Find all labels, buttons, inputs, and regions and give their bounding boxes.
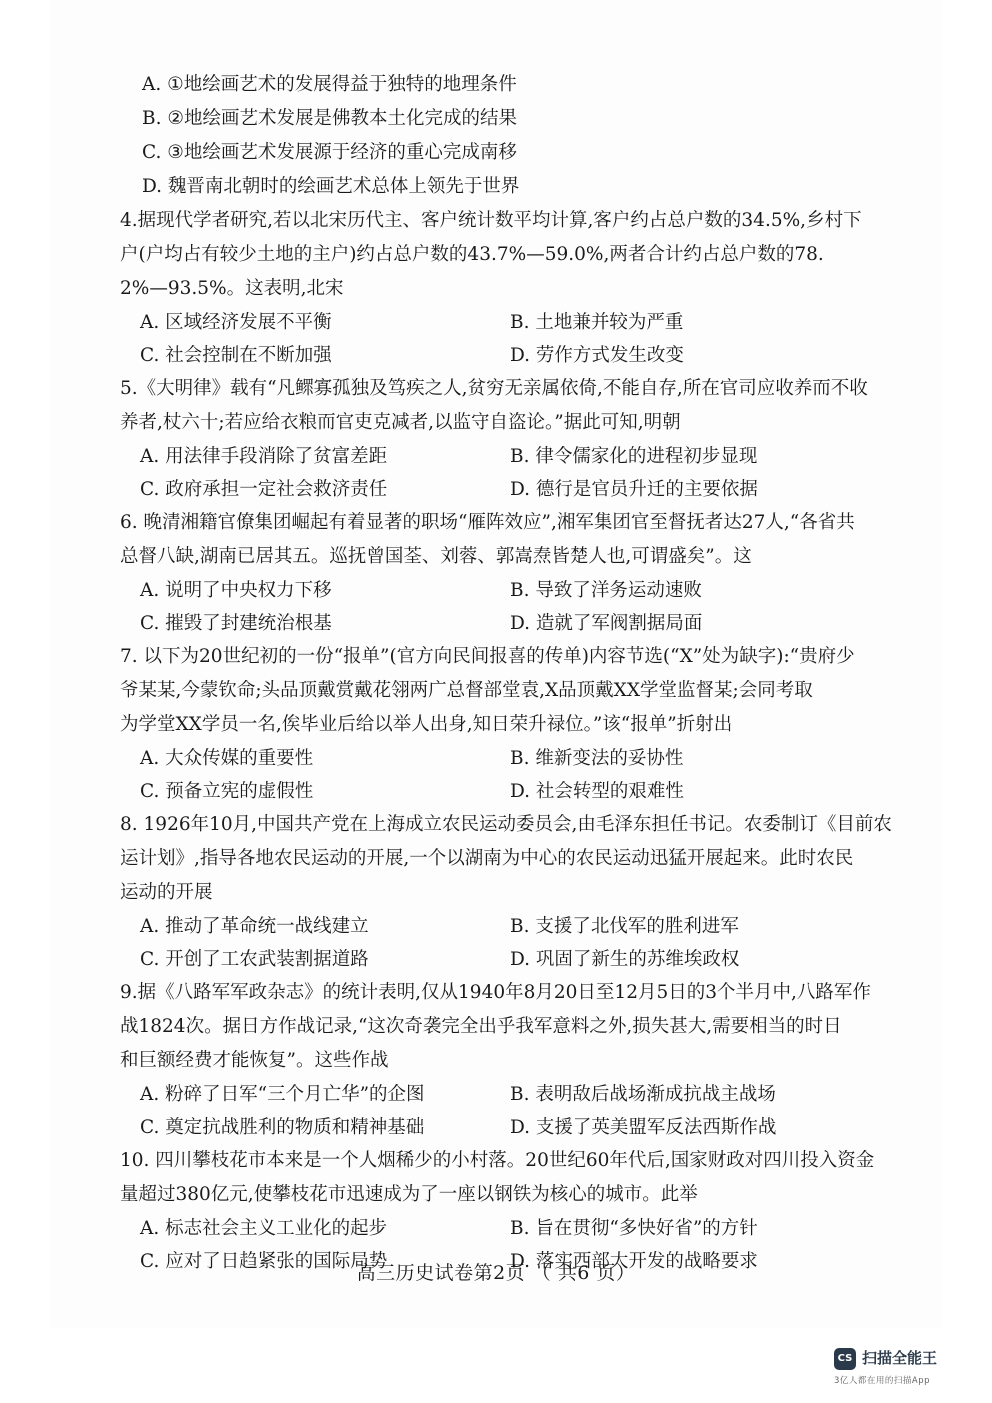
question-7: [120, 640, 910, 808]
option-d: D. 巩固了新生的苏维埃政权: [510, 949, 740, 970]
question-stem: 6. 晚清湘籍官僚集团崛起有着显著的职场“雁阵效应”,湘军集团官至督抚者达27人,“各省共: [120, 512, 855, 533]
camscanner-logo-icon: CS: [834, 1348, 856, 1370]
question-8: [120, 808, 910, 976]
option-b: B. 律令儒家化的进程初步显现: [510, 446, 758, 467]
option-d: D. 德行是官员升迁的主要依据: [510, 479, 758, 500]
question-6: [120, 506, 910, 640]
option-c: C. 开创了工农武装割据道路: [140, 949, 369, 970]
option-a: A. 标志社会主义工业化的起步: [140, 1218, 388, 1239]
option-b: B. 土地兼并较为严重: [510, 312, 684, 333]
option-c: C. 社会控制在不断加强: [140, 345, 332, 366]
question-3-options: [140, 68, 910, 204]
question-4: [120, 204, 910, 372]
question-stem: 为学堂XX学员一名,俟毕业后给以举人出身,知日荣升禄位。”该“报单”折射出: [120, 714, 733, 735]
option-c: C. ③地绘画艺术发展源于经济的重心完成南移: [142, 142, 517, 163]
option-a: A. 大众传媒的重要性: [140, 748, 314, 769]
question-stem: 8. 1926年10月,中国共产党在上海成立农民运动委员会,由毛泽东担任书记。农委制订《目前农: [120, 814, 892, 835]
option-d: D. 支援了英美盟军反法西斯作战: [510, 1117, 777, 1138]
option-b: B. 表明敌后战场渐成抗战主战场: [510, 1084, 776, 1105]
scanner-watermark: [834, 1346, 974, 1386]
question-9: [120, 976, 910, 1144]
option-b: B. 维新变法的妥协性: [510, 748, 684, 769]
option-b: B. 旨在贯彻“多快好省”的方针: [510, 1218, 758, 1239]
option-c: C. 摧毁了封建统治根基: [140, 613, 332, 634]
option-c: C. 应对了日趋紧张的国际局势: [140, 1251, 388, 1272]
option-c: C. 政府承担一定社会救济责任: [140, 479, 388, 500]
question-stem: 运计划》,指导各地农民运动的开展,一个以湖南为中心的农民运动迅猛开展起来。此时农民: [120, 848, 854, 869]
question-stem: 户(户均占有较少土地的主户)约占总户数的43.7%—59.0%,两者合计约占总户数的78.: [120, 244, 824, 265]
question-stem: 运动的开展: [120, 882, 213, 903]
watermark-title: 扫描全能王: [862, 1349, 938, 1367]
page-footer: 高三历史试卷第2页 （ 共6 页）: [356, 1262, 636, 1284]
question-stem: 9.据《八路军军政杂志》的统计表明,仅从1940年8月20日至12月5日的3个半月中,八路军作: [120, 982, 871, 1003]
option-b: B. 支援了北伐军的胜利进军: [510, 916, 739, 937]
option-a: A. 粉碎了日军“三个月亡华”的企图: [140, 1084, 425, 1105]
option-a: A. 说明了中央权力下移: [140, 580, 332, 601]
question-stem: 10. 四川攀枝花市本来是一个人烟稀少的小村落。20世纪60年代后,国家财政对四川投入资金: [120, 1150, 875, 1171]
option-a: A. 区域经济发展不平衡: [140, 312, 332, 333]
question-stem: 养者,杖六十;若应给衣粮而官吏克减者,以监守自盗论。”据此可知,明朝: [120, 412, 681, 433]
option-c: C. 奠定抗战胜利的物质和精神基础: [140, 1117, 425, 1138]
option-d: D. 劳作方式发生改变: [510, 345, 684, 366]
question-stem: 2%—93.5%。这表明,北宋: [120, 278, 344, 299]
exam-content: [120, 68, 910, 1278]
option-b: B. 导致了洋务运动速败: [510, 580, 702, 601]
question-stem: 和巨额经费才能恢复”。这些作战: [120, 1050, 389, 1071]
option-a: A. 用法律手段消除了贫富差距: [140, 446, 388, 467]
question-stem: 4.据现代学者研究,若以北宋历代主、客户统计数平均计算,客户约占总户数的34.5%,乡村下: [120, 210, 862, 231]
question-stem: 7. 以下为20世纪初的一份“报单”(官方向民间报喜的传单)内容节选(“X”处为缺字):“贵府少: [120, 646, 855, 667]
question-stem: 战1824次。据日方作战记录,“这次奇袭完全出乎我军意料之外,损失甚大,需要相当的时日: [120, 1016, 842, 1037]
option-d: D. 魏晋南北朝时的绘画艺术总体上领先于世界: [142, 176, 520, 197]
question-stem: 量超过380亿元,使攀枝花市迅速成为了一座以钢铁为核心的城市。此举: [120, 1184, 698, 1205]
question-5: [120, 372, 910, 506]
option-d: D. 落实西部大开发的战略要求: [510, 1251, 758, 1272]
question-stem: 总督八缺,湖南已居其五。巡抚曾国荃、刘蓉、郭嵩焘皆楚人也,可谓盛矣”。这: [120, 546, 752, 567]
question-stem: 爷某某,今蒙钦命;头品顶戴赏戴花翎两广总督部堂袁,X品顶戴XX学堂监督某;会同考取: [120, 680, 813, 701]
watermark-subtitle: 3亿人都在用的扫描App: [834, 1376, 931, 1386]
question-stem: 5.《大明律》载有“凡鳏寡孤独及笃疾之人,贫穷无亲属依倚,不能自存,所在官司应收养而不收: [120, 378, 868, 399]
option-d: D. 社会转型的艰难性: [510, 781, 684, 802]
option-c: C. 预备立宪的虚假性: [140, 781, 314, 802]
option-a: A. 推动了革命统一战线建立: [140, 916, 369, 937]
option-d: D. 造就了军阀割据局面: [510, 613, 703, 634]
option-b: B. ②地绘画艺术发展是佛教本土化完成的结果: [142, 108, 517, 129]
option-a: A. ①地绘画艺术的发展得益于独特的地理条件: [142, 74, 517, 95]
